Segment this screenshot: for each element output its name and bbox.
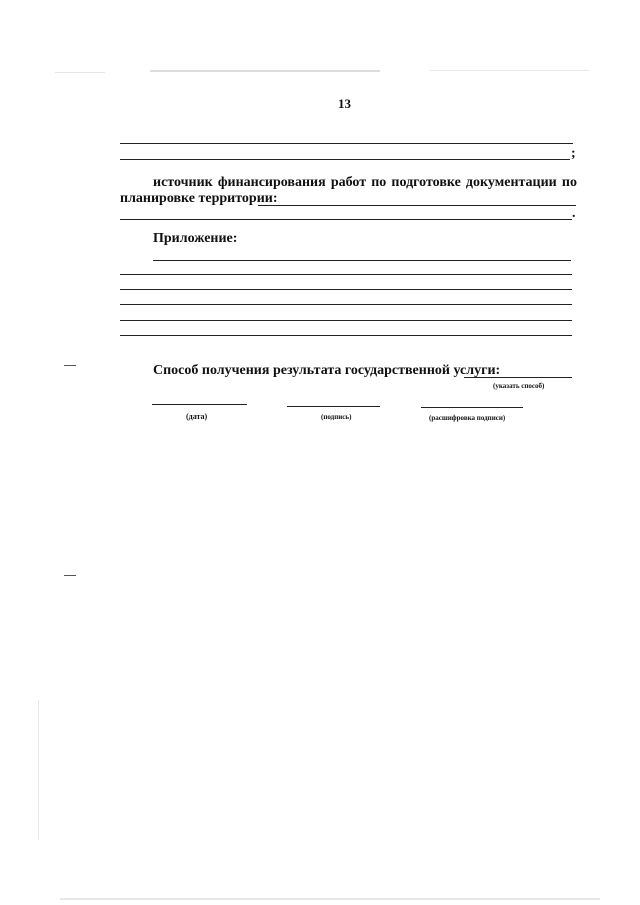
- method-hint: (указать способ): [493, 382, 545, 390]
- financing-fill-line-2: [120, 219, 572, 220]
- financing-word-2: финансирования: [217, 175, 326, 190]
- margin-mark-1: [64, 365, 76, 366]
- financing-word-1: источник: [153, 175, 213, 190]
- attachment-line-2: [120, 274, 572, 275]
- scan-artifact-top: [150, 70, 380, 72]
- scan-artifact-bottom: [60, 898, 600, 900]
- attachment-line-6: [120, 335, 572, 336]
- margin-mark-2: [64, 575, 76, 576]
- financing-word-7: по: [561, 175, 577, 190]
- financing-fill-line: [258, 205, 576, 206]
- scan-artifact-top-right: [430, 70, 590, 71]
- financing-end-period: .: [572, 206, 576, 221]
- form-line-2: [120, 159, 570, 160]
- method-fill-line: [464, 377, 572, 378]
- date-label: (дата): [186, 412, 208, 421]
- attachment-line-5: [120, 320, 572, 321]
- attachment-line-1: [153, 260, 571, 261]
- signature-line: [287, 406, 380, 407]
- page-number: 13: [338, 96, 351, 111]
- line-end-semicolon: ;: [571, 146, 576, 161]
- financing-word-3: работ: [330, 175, 367, 190]
- financing-source-line: [153, 175, 577, 191]
- decoding-label: (расшифровка подписи): [429, 414, 506, 422]
- attachment-line-3: [120, 289, 572, 290]
- financing-word-6: документации: [465, 175, 557, 190]
- method-label: Способ получения результата государственной услуги:: [153, 363, 501, 378]
- scan-artifact-top-left: [55, 72, 105, 73]
- decoding-line: [421, 407, 523, 408]
- signature-label: (подпись): [321, 413, 352, 421]
- financing-word-4: по: [371, 175, 387, 190]
- financing-continuation: планировке территории:: [120, 191, 278, 206]
- date-line: [152, 404, 247, 405]
- scan-artifact-left-margin: [38, 700, 39, 840]
- attachment-label: Приложение:: [153, 231, 238, 246]
- attachment-line-4: [120, 304, 572, 305]
- form-line-1: [120, 143, 573, 144]
- financing-word-5: подготовке: [391, 175, 461, 190]
